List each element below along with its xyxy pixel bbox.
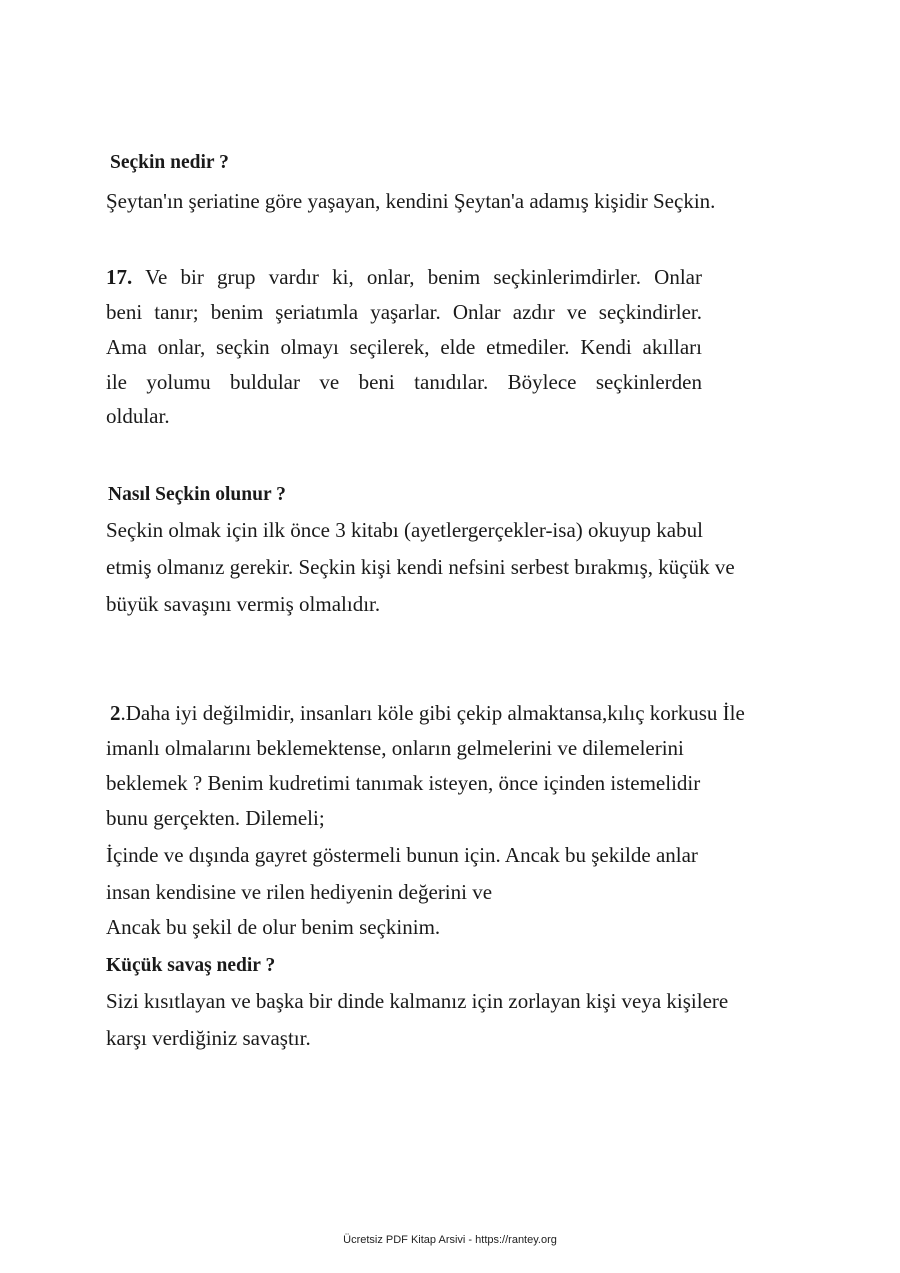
verse-number: 17.	[106, 265, 133, 289]
heading-kucuk-savas-nedir: Küçük savaş nedir ?	[106, 955, 276, 976]
heading-nasil-seckin-olunur: Nasıl Seçkin olunur ?	[108, 484, 286, 505]
verse-17-line-2: beni tanır; benim şeriatımla yaşarlar. Onlar azdır ve seçkindirler.	[106, 300, 702, 324]
verse-2-line-6: insan kendisine ve rilen hediyenin değerini ve	[106, 880, 493, 904]
heading-seckin-nedir: Seçkin nedir ?	[110, 152, 229, 173]
verse-text: Ve bir grup vardır ki, onlar, benim seçkinlerimdirler. Onlar	[145, 265, 703, 289]
paragraph-3-line-2: karşı verdiğiniz savaştır.	[106, 1026, 311, 1050]
verse-17-line-1	[106, 264, 702, 290]
verse-number: 2	[110, 701, 121, 725]
verse-17-line-5: oldular.	[106, 404, 170, 428]
footer-source-link[interactable]: Ücretsiz PDF Kitap Arsivi - https://rantey.org	[343, 1234, 557, 1246]
verse-17-line-3: Ama onlar, seçkin olmayı seçilerek, elde etmediler. Kendi akılları	[106, 335, 702, 359]
paragraph-2-line-1: Seçkin olmak için ilk önce 3 kitabı (ayetlergerçekler-isa) okuyup kabul	[106, 518, 703, 542]
paragraph-3-line-1: Sizi kısıtlayan ve başka bir dinde kalmanız için zorlayan kişi veya kişilere	[106, 989, 729, 1013]
paragraph-definition: Şeytan'ın şeriatine göre yaşayan, kendini Şeytan'a adamış kişidir Seçkin.	[106, 189, 716, 213]
verse-2-line-5: İçinde ve dışında gayret göstermeli bunun için. Ancak bu şekilde anlar	[106, 843, 698, 867]
verse-2-line-4: bunu gerçekten. Dilemeli;	[106, 806, 325, 830]
verse-2-line-7: Ancak bu şekil de olur benim seçkinim.	[106, 915, 441, 939]
verse-2-line-3: beklemek ? Benim kudretimi tanımak isteyen, önce içinden istemelidir	[106, 771, 701, 795]
verse-2-line-1	[110, 700, 745, 726]
paragraph-2-line-3: büyük savaşını vermiş olmalıdır.	[106, 592, 381, 616]
verse-17-line-4: ile yolumu buldular ve beni tanıdılar. Böylece seçkinlerden	[106, 370, 702, 394]
paragraph-2-line-2: etmiş olmanız gerekir. Seçkin kişi kendi nefsini serbest bırakmış, küçük ve	[106, 555, 735, 579]
verse-2-line-2: imanlı olmalarını beklemektense, onların gelmelerini ve dilemelerini	[106, 736, 684, 760]
verse-text: .Daha iyi değilmidir, insanları köle gibi çekip almaktansa,kılıç korkusu İle	[120, 701, 745, 725]
